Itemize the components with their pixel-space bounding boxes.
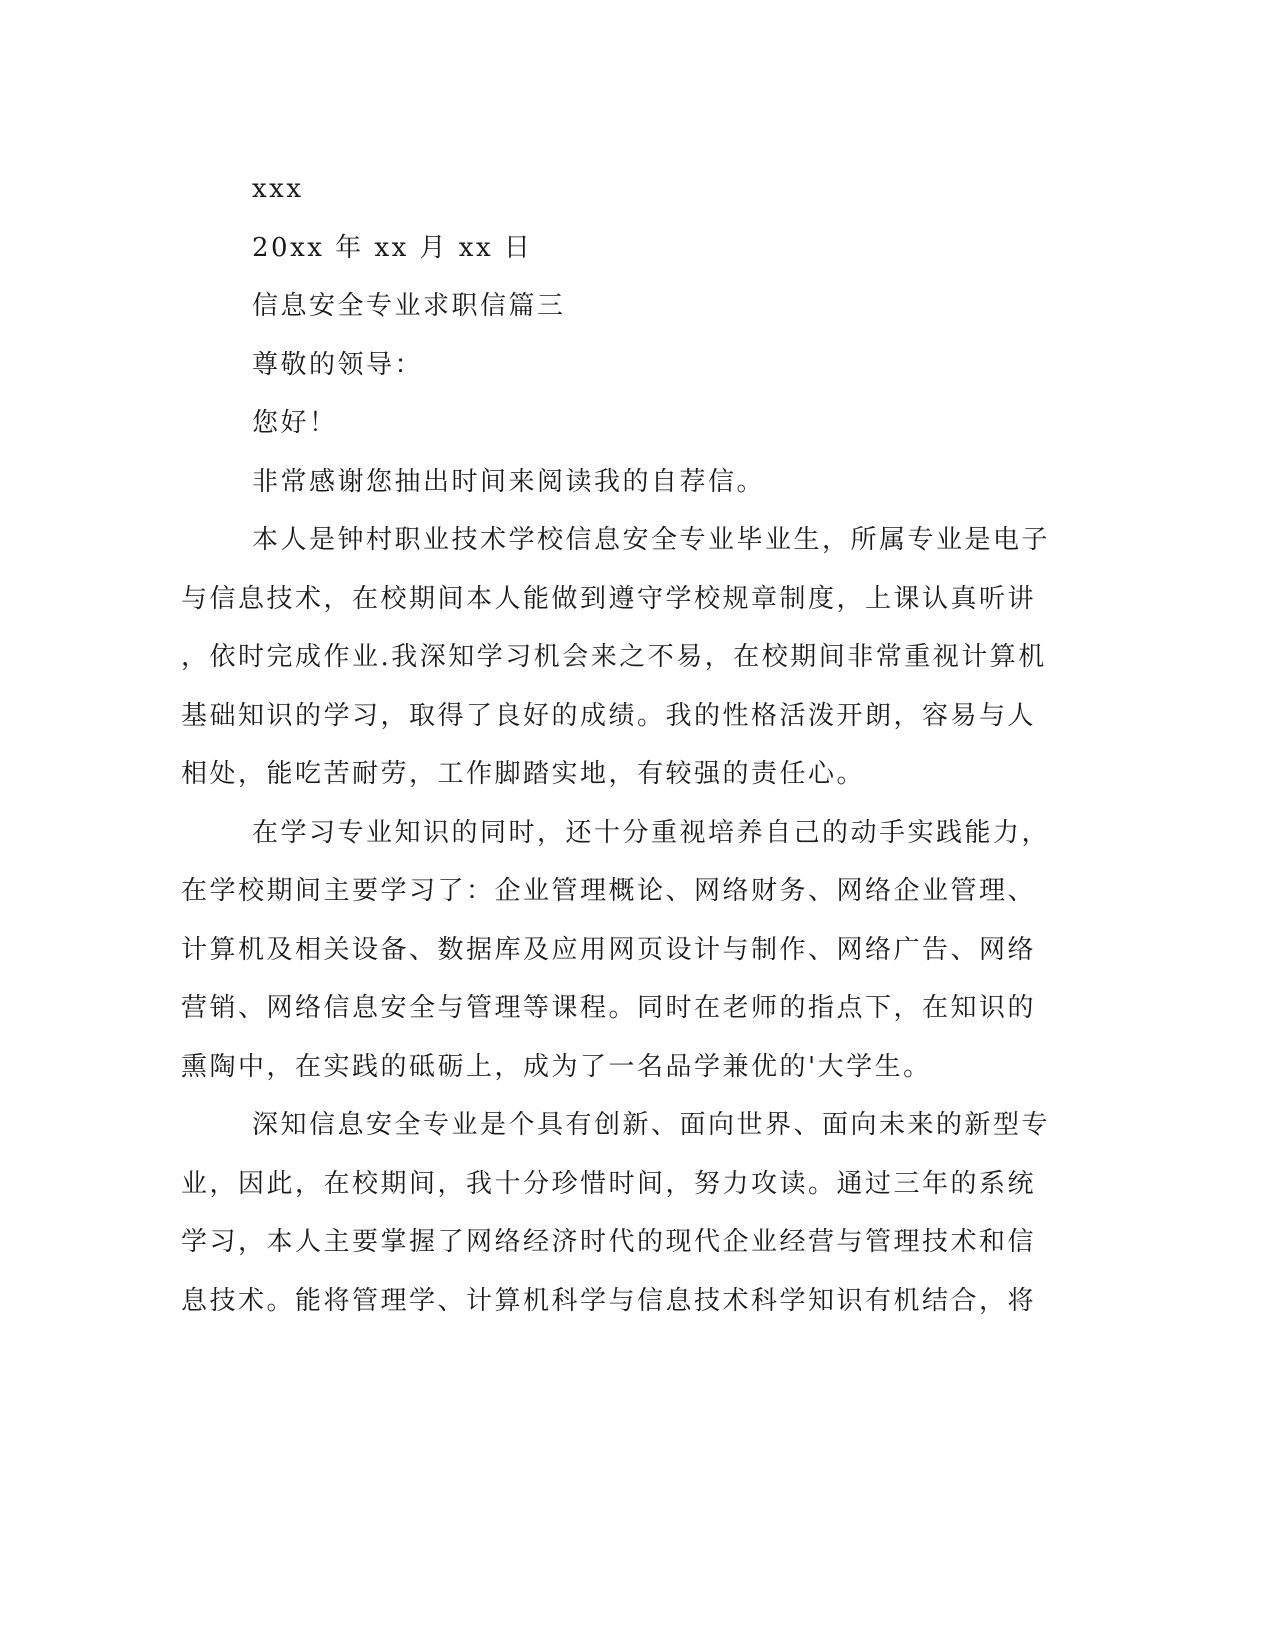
paragraph-line: ，依时完成作业.我深知学习机会来之不易，在校期间非常重视计算机 — [181, 642, 1047, 672]
paragraph-line: 熏陶中，在实践的砥砺上，成为了一名品学兼优的'大学生。 — [181, 1051, 932, 1082]
paragraph-line: 本人是钟村职业技术学校信息安全专业毕业生，所属专业是电子 — [252, 525, 1051, 555]
salutation-line: 尊敬的领导： — [252, 349, 424, 380]
paragraph-line: 学习，本人主要掌握了网络经济时代的现代企业经营与管理技术和信 — [181, 1227, 1037, 1257]
paragraph-education — [181, 511, 1051, 804]
signature-line: xxx — [252, 174, 304, 204]
paragraph-line: 息技术。能将管理学、计算机科学与信息技术科学知识有机结合，将 — [181, 1285, 1037, 1316]
paragraph-line: 基础知识的学习，取得了良好的成绩。我的性格活泼开朗，容易与人 — [181, 700, 1037, 731]
paragraph-line: 营销、网络信息安全与管理等课程。同时在老师的指点下，在知识的 — [181, 993, 1037, 1023]
paragraph-major — [181, 1096, 1051, 1330]
date-line: 20xx 年 xx 月 xx 日 — [252, 232, 533, 263]
paragraph-line: 与信息技术，在校期间本人能做到遵守学校规章制度，上课认真听讲 — [181, 583, 1037, 614]
paragraph-line: 在学校期间主要学习了：企业管理概论、网络财务、网络企业管理、 — [181, 876, 1037, 906]
paragraph-line: 业，因此，在校期间，我十分珍惜时间，努力攻读。通过三年的系统 — [181, 1168, 1037, 1199]
paragraph-line: 相处，能吃苦耐劳，工作脚踏实地，有较强的责任心。 — [181, 759, 866, 789]
letter-body — [181, 160, 1051, 1330]
paragraph-courses — [181, 804, 1051, 1097]
letter-title: 信息安全专业求职信篇三 — [252, 291, 566, 321]
greeting-line: 您好！ — [252, 408, 338, 438]
paragraph-line: 计算机及相关设备、数据库及应用网页设计与制作、网络广告、网络 — [181, 934, 1037, 965]
thanks-line: 非常感谢您抽出时间来阅读我的自荐信。 — [252, 466, 766, 497]
paragraph-line: 深知信息安全专业是个具有创新、面向世界、面向未来的新型专 — [252, 1110, 1051, 1140]
paragraph-line: 在学习专业知识的同时，还十分重视培养自己的动手实践能力， — [252, 817, 1051, 848]
